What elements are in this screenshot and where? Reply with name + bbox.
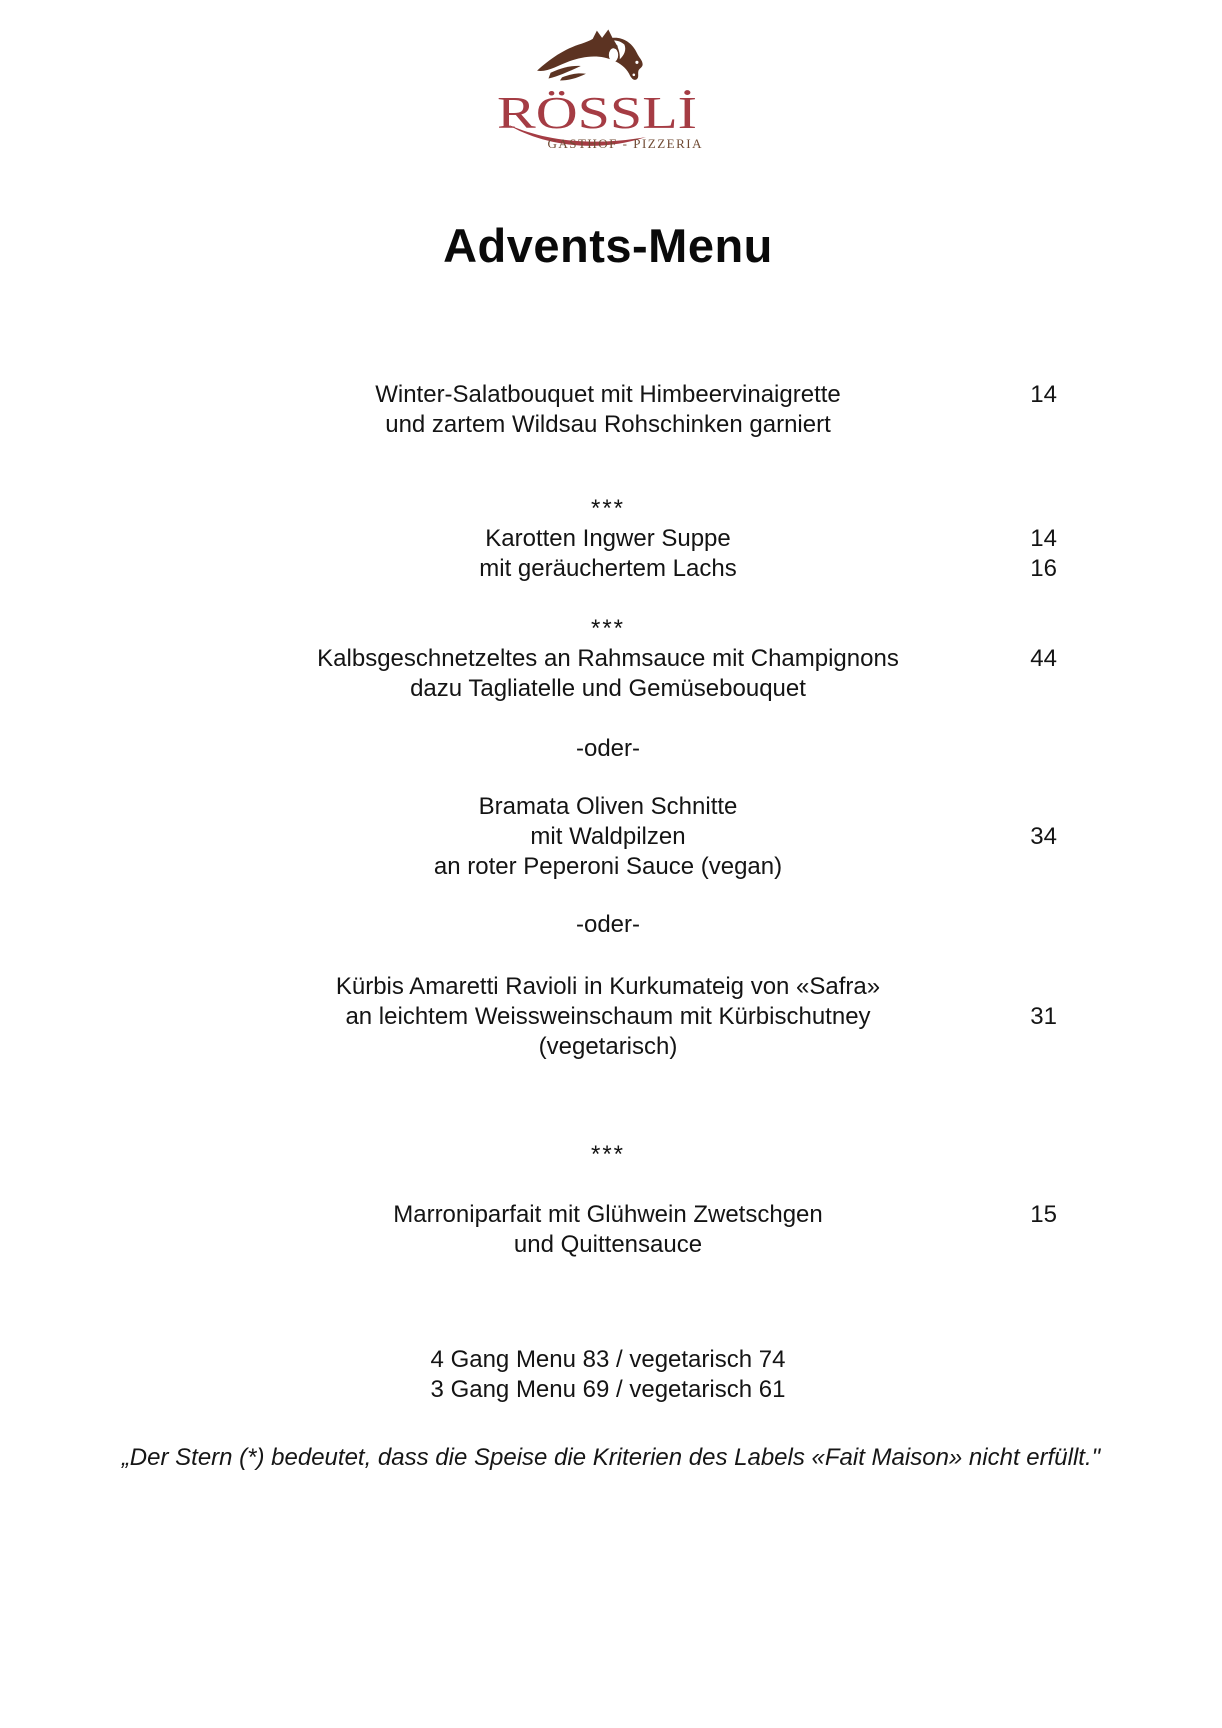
price-value: 14	[1030, 381, 1057, 408]
horse-head-icon	[537, 30, 643, 81]
logo-brand-text: RÖSSLİ	[497, 87, 697, 138]
or-divider: -oder-	[575, 911, 641, 938]
dish-line: und Quittensauce	[513, 1231, 703, 1258]
dish-line: mit Waldpilzen	[530, 823, 686, 850]
course-separator: ***	[590, 495, 626, 522]
dish-line: (vegetarisch)	[538, 1033, 678, 1060]
menu-price-line: 4 Gang Menu 83 / vegetarisch 74	[430, 1346, 786, 1373]
dish-line: und zartem Wildsau Rohschinken garniert	[385, 411, 831, 438]
price-value: 44	[1030, 645, 1057, 672]
dish-line: an roter Peperoni Sauce (vegan)	[433, 853, 783, 880]
price-value: 31	[1030, 1003, 1057, 1030]
dish-line: Kürbis Amaretti Ravioli in Kurkumateig von «Safra»	[335, 973, 881, 1000]
course-separator: ***	[590, 1141, 626, 1168]
dish-line: an leichtem Weissweinschaum mit Kürbischutney	[345, 1003, 871, 1030]
dish-line: Marroniparfait mit Glühwein Zwetschgen	[393, 1201, 823, 1228]
dish-line: dazu Tagliatelle und Gemüsebouquet	[410, 675, 806, 702]
price-value: 16	[1030, 555, 1057, 582]
logo-tagline: GASTHOF - PIZZERIA	[547, 136, 703, 151]
dish-line: mit geräuchertem Lachs	[479, 555, 737, 582]
menu-price-line: 3 Gang Menu 69 / vegetarisch 61	[430, 1376, 786, 1403]
footnote: „Der Stern (*) bedeutet, dass die Speise die Kriterien des Labels «Fait Maison» nicht erfüllt."	[121, 1444, 1101, 1471]
or-divider: -oder-	[575, 735, 641, 762]
dish-line: Bramata Oliven Schnitte	[478, 793, 738, 820]
course-separator: ***	[590, 615, 626, 642]
price-value: 15	[1030, 1201, 1057, 1228]
price-value: 34	[1030, 823, 1057, 850]
restaurant-logo	[471, 28, 751, 158]
dish-line: Kalbsgeschnetzeltes an Rahmsauce mit Champignons	[317, 645, 899, 672]
dish-line: Winter-Salatbouquet mit Himbeervinaigrette	[375, 381, 841, 408]
price-value: 14	[1030, 525, 1057, 552]
page-title: Advents-Menu	[443, 219, 773, 272]
dish-line: Karotten Ingwer Suppe	[485, 525, 731, 552]
